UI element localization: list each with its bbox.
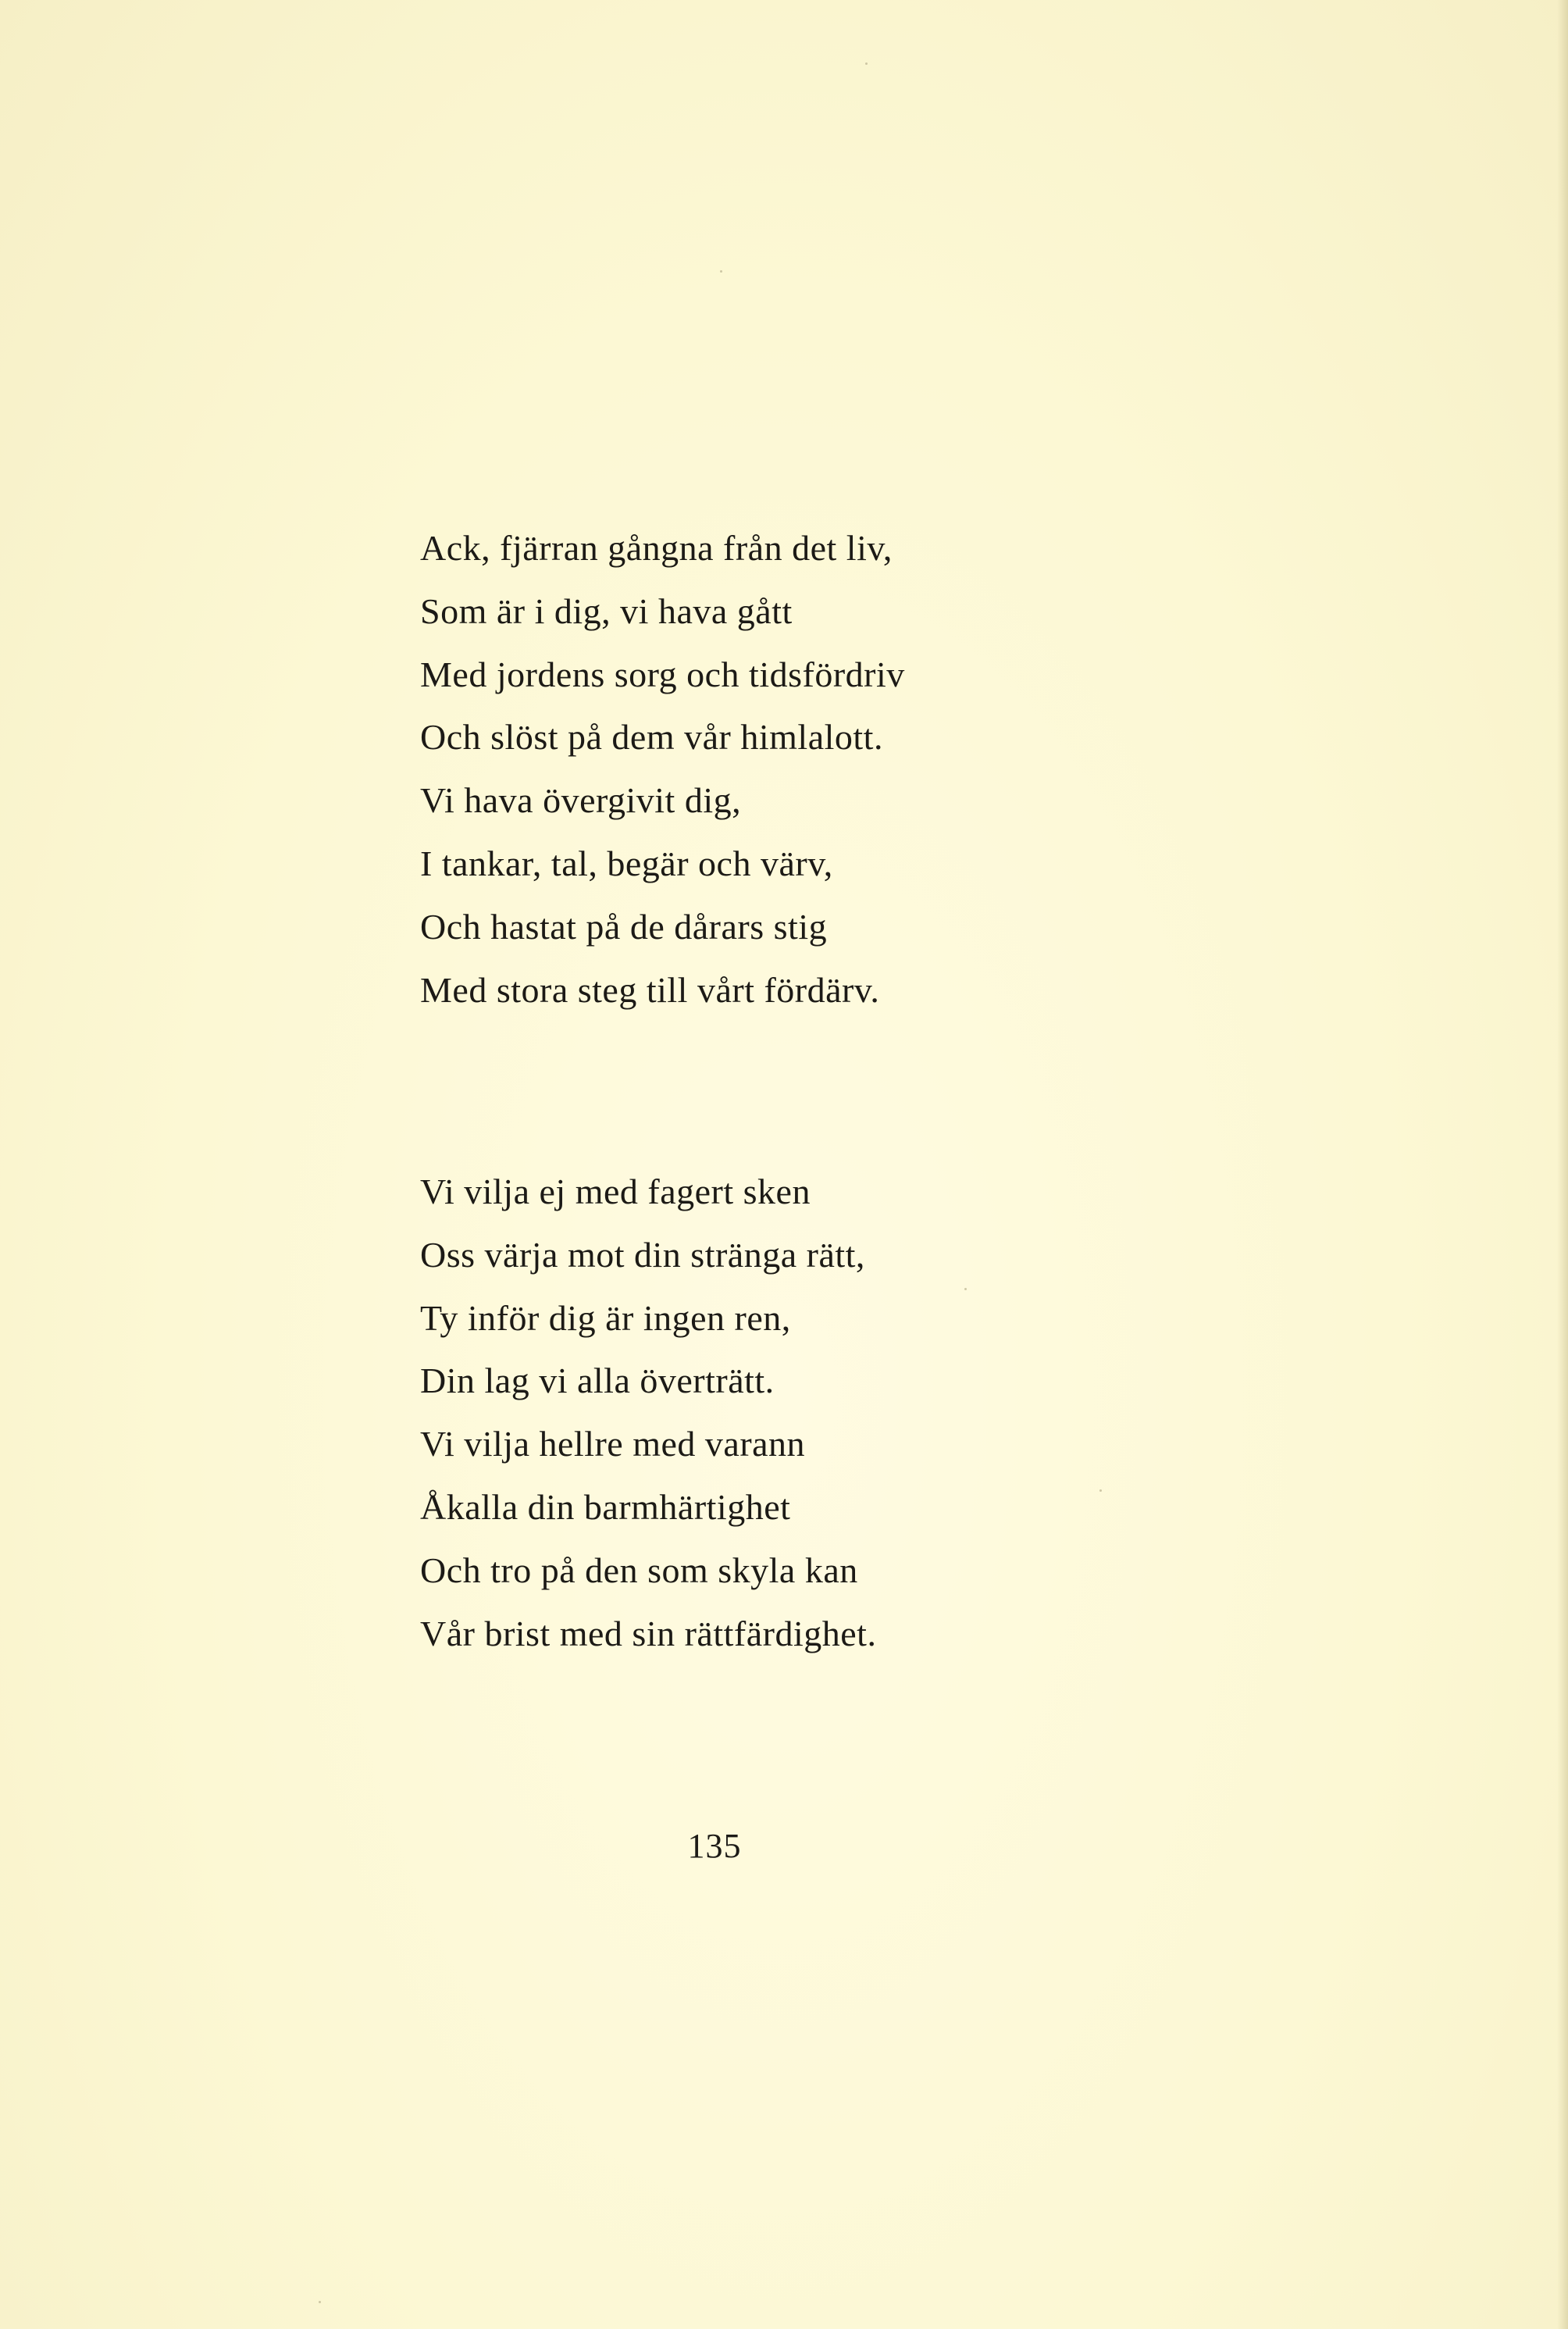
poem-line: Som är i dig, vi hava gått xyxy=(420,590,793,631)
poem-line: Med jordens sorg och tidsfördriv xyxy=(420,654,905,694)
paper-speck xyxy=(964,1288,967,1290)
poem-line: Med stora steg till vårt fördärv. xyxy=(420,969,880,1010)
poem-line: Och slöst på dem vår himlalott. xyxy=(420,717,883,758)
paper-speck xyxy=(319,2301,321,2303)
paper-speck xyxy=(865,62,868,65)
poem-line: Åkalla din barmhärtighet xyxy=(420,1486,791,1527)
poem-line: I tankar, tal, begär och värv, xyxy=(420,843,833,883)
poem-line: Din lag vi alla överträtt. xyxy=(420,1361,775,1401)
paper-speck xyxy=(1099,1489,1102,1492)
poem-line: Vår brist med sin rättfärdighet. xyxy=(420,1613,877,1653)
page-number: 135 xyxy=(687,1827,742,1865)
poem-line: Och tro på den som skyla kan xyxy=(420,1550,858,1590)
poem-stanza-1 xyxy=(420,517,905,1022)
poem-line: Ack, fjärran gångna från det liv, xyxy=(420,528,893,568)
poem-line: Och hastat på de dårars stig xyxy=(420,906,828,947)
poem-line: Vi vilja hellre med varann xyxy=(420,1424,806,1464)
poem-stanza-2 xyxy=(420,1161,876,1665)
poem-line: Oss värja mot din stränga rätt, xyxy=(420,1234,865,1275)
poem-line: Vi vilja ej med fagert sken xyxy=(420,1172,811,1211)
page-edge-shadow xyxy=(1557,0,1568,2329)
paper-speck xyxy=(720,270,722,273)
poem-line: Ty inför dig är ingen ren, xyxy=(420,1297,791,1338)
poem-line: Vi hava övergivit dig, xyxy=(420,780,742,821)
